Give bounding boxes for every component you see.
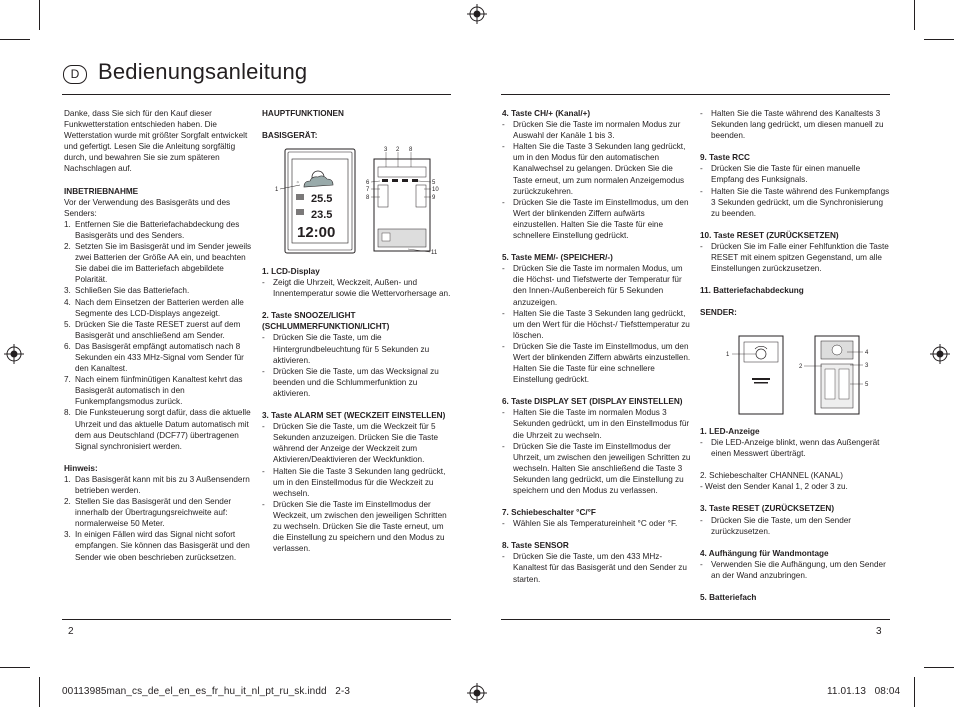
list-text: Drücken Sie die Taste, um das Wecksignal zu beenden und die Schlummerfunktion zu aktivieren. [273,366,439,398]
section-heading: 7. Schiebeschalter °C/°F [502,508,596,518]
footer-filename: 00113985man_cs_de_el_en_es_fr_hu_it_nl_pt_ru_sk.indd 2-3 [62,686,351,697]
section-heading: 9. Taste RCC [700,153,750,163]
crop-mark [924,39,954,40]
list-marker: - [262,422,265,432]
list-marker: - [262,499,265,509]
list-item [700,241,890,274]
spacer [700,492,890,503]
svg-text:9: 9 [432,195,436,201]
list-marker: - [502,441,505,451]
footer-rule [62,619,451,620]
section-heading: 11. Batteriefachabdeckung [700,286,804,296]
list-text: Halten Sie die Taste während des Kanaltests 3 Sekunden lang gedrückt, um diesen manuell zu beenden. [711,109,884,141]
list-item [502,441,692,496]
list-item [502,263,692,307]
paragraph: Vor der Verwendung des Basisgeräts und des Senders: [64,197,231,218]
svg-text:7: 7 [366,187,370,193]
list-marker: - [502,552,505,562]
spacer [700,296,890,307]
section-heading: BASISGERÄT: [262,131,318,141]
text-column-4 [700,108,890,318]
list-marker: - [502,519,505,529]
list-text: Drücken Sie die Taste im Einstellmodus der Uhrzeit, um zwischen den jeweiligen Schritten zu wechseln. Halten Sie anschließend die Taste 3 Sekunden lang gedrückt, um die Einstellung zu speichern und den Modus zu verlassen. [513,441,691,495]
list-marker: - [502,264,505,274]
page-title: Bedienungsanleitung [98,59,308,84]
list-text: Entfernen Sie die Batteriefachabdeckung des Basisgeräts und des Senders. [75,219,240,240]
list-item [64,285,252,296]
registration-mark-icon [467,4,487,24]
crop-mark [39,677,40,707]
page-number-right: 3 [876,626,882,637]
header-rule [501,94,890,95]
list-text: Drücken Sie im Falle einer Fehlfunktion die Taste RESET mit einem spitzen Gegenstand, um alle Einstellungen zurückzusetzen. [711,241,889,274]
list-item [64,529,252,562]
list-marker: 6. [64,341,71,351]
footer-date: 11.01.13 08:04 [827,686,901,697]
list-item [262,499,452,554]
paragraph: - Weist den Sender Kanal 1, 2 oder 3 zu. [700,482,848,492]
section-heading: 5. Taste MEM/- (SPEICHER/-) [502,253,613,263]
registration-mark-icon [930,344,950,364]
crop-mark [0,39,30,40]
spacer [700,581,890,592]
list-item [502,119,692,141]
list-text: Wählen Sie als Temperatureinheit °C oder °F. [513,519,678,529]
list-item [502,197,692,241]
list-text: Zeigt die Uhrzeit, Weckzeit, Außen- und Innentemperatur sowie die Wettervorhersage an. [273,278,451,299]
crop-mark [0,667,30,668]
list-marker: - [502,120,505,130]
sender-figure [722,334,878,418]
list-marker: - [700,186,703,196]
spacer [502,385,692,396]
list-marker: - [502,408,505,418]
section-heading: 4. Aufhängung für Wandmontage [700,548,829,558]
list-text: Drücken Sie die Taste für einen manuelle Empfang des Funksignals. [711,164,861,185]
list-text: Drücken Sie die Taste, um den Sender zurückzusetzen. [711,515,852,536]
list-marker: - [700,515,703,525]
list-item [262,332,452,365]
crop-mark [39,0,40,30]
list-marker: 5. [64,319,71,329]
text-column-2-top [262,108,452,141]
list-marker: 3. [64,286,71,296]
list-text: Schließen Sie das Batteriefach. [75,286,190,296]
header-rule [62,94,451,95]
list-text: Stellen Sie das Basisgerät und den Sender innerhalb der Übertragungsreichweite auf: normalerweise 50 Meter. [75,497,232,529]
list-item [262,366,452,399]
section-heading: 6. Taste DISPLAY SET (DISPLAY EINSTELLEN) [502,397,683,407]
spacer [64,175,252,186]
list-marker: 2. [64,497,71,507]
list-marker: - [700,559,703,569]
list-item [64,407,252,451]
list-marker: - [262,278,265,288]
footer-rule [501,619,890,620]
list-text: Halten Sie die Taste 3 Sekunden lang gedrückt, um in den Modus für den automatischen Kanalwechsel zu gelangen. Drücken Sie die Taste erneut, um zum normalen Anzeigemodus zurückzukehren. [513,142,686,196]
list-item [64,374,252,407]
section-heading: 5. Batteriefach [700,593,757,603]
spacer [502,496,692,507]
svg-text:1: 1 [726,352,730,358]
spacer [700,459,890,470]
list-text: Drücken Sie die Taste, um die Hintergrundbeleuchtung für 5 Sekunden zu aktivieren. [273,333,430,365]
list-marker: - [700,438,703,448]
list-item [262,277,452,299]
list-item [700,186,890,219]
registration-mark-icon [4,344,24,364]
spacer [700,537,890,548]
spacer [502,241,692,252]
list-item [64,241,252,285]
list-item [262,466,452,499]
list-marker: 1. [64,219,71,229]
svg-text:23.5: 23.5 [311,209,333,221]
spacer [502,529,692,540]
list-text: Drücken Sie die Taste im Einstellmodus der Weckzeit, um zwischen den jeweiligen Schritten zu wechseln. Drücken Sie die Taste erneut, um die Einstellung zu speichern und den Modus zu verlassen. [273,499,447,554]
list-item [502,407,692,440]
list-text: Drücken Sie die Taste, um die Weckzeit für 5 Sekunden anzuzeigen. Drücken Sie die Taste während der Anzeige der Weckzeit zum Aktivieren/Deaktivieren der Weckfunktion. [273,422,439,465]
list-item [262,421,452,465]
list-item [502,551,692,584]
spacer [700,141,890,152]
list-marker: - [502,341,505,351]
section-heading: INBETRIEBNAHME [64,186,139,196]
list-item [64,297,252,319]
svg-text:5: 5 [432,180,436,186]
list-marker: 4. [64,297,71,307]
svg-text:6: 6 [366,180,370,186]
list-item [64,496,252,529]
list-marker: 7. [64,375,71,385]
section-heading: 4. Taste CH/+ (Kanal/+) [502,109,591,118]
section-heading: 1. LCD-Display [262,267,320,276]
list-marker: - [502,142,505,152]
section-heading: 3. Taste RESET (ZURÜCKSETZEN) [700,504,835,514]
list-marker: - [502,308,505,318]
list-marker: - [700,109,703,118]
svg-text:2: 2 [799,364,803,370]
list-text: Setzten Sie im Basisgerät und im Sender jeweils zwei Batterien der Größe AA ein, und beachten Sie dabei die im Batteriefach abgebildete Polarität. [75,242,252,285]
list-text: Drücken Sie die Taste im normalen Modus zur Auswahl der Kanäle 1 bis 3. [513,120,681,141]
list-text: Drücken Sie die Taste im Einstellmodus, um den Wert der blinkenden Ziffern aufwärts einzustellen. Halten Sie die Taste für eine schnellere Einstellung gedrückt. [513,197,689,241]
list-item [502,141,692,196]
list-item [700,559,890,581]
list-marker: - [262,466,265,476]
paragraph: 2. Schiebeschalter CHANNEL (KANAL) [700,471,844,481]
section-heading: 10. Taste RESET (ZURÜCKSETZEN) [700,230,839,240]
list-item [700,163,890,185]
list-marker: - [262,333,265,343]
list-text: Nach dem Einsetzen der Batterien werden alle Segmente des LCD-Displays angezeigt. [75,297,244,318]
section-heading: 8. Taste SENSOR [502,541,569,551]
paragraph: Danke, dass Sie sich für den Kauf dieser Funkwetterstation entschieden haben. Die Wetterstation wurde mit größter Sorgfalt entwickelt und gefertigt. Lesen Sie die Anleitung sorgfältig durch, und bewahren Sie sie zum späteren Nachschlagen auf. [64,109,248,174]
crop-mark [914,677,915,707]
list-item [64,219,252,241]
svg-text:25.5: 25.5 [311,193,333,205]
svg-text:8: 8 [366,195,370,201]
list-item [64,319,252,341]
list-text: Die Funksteuerung sorgt dafür, dass die aktuelle Uhrzeit und das aktuelle Datum automatisch mit dem aus Deutschland (DCF77) übertragenen Signal synchronisiert werden. [75,408,251,451]
list-marker: 2. [64,242,71,252]
list-text: Drücken Sie die Taste, um den 433 MHz-Kanaltest für das Basisgerät und den Sender zu starten. [513,552,687,584]
list-text: Drücken Sie die Taste RESET zuerst auf dem Basisgerät und anschließend am Sender. [75,319,241,340]
spacer [262,119,452,130]
section-heading: HAUPTFUNKTIONEN [262,109,344,118]
svg-text:1: 1 [275,187,279,193]
list-marker: 3. [64,530,71,540]
registration-mark-icon [467,683,487,703]
list-text: Die LED-Anzeige blinkt, wenn das Außengerät einen Messwert überträgt. [711,438,880,459]
text-column-1 [64,108,252,563]
spacer [700,219,890,230]
list-marker: - [700,164,703,174]
section-heading: 3. Taste ALARM SET (WECKZEIT EINSTELLEN) [262,411,446,421]
svg-text:4: 4 [865,350,869,356]
list-item [64,341,252,374]
list-text: Halten Sie die Taste 3 Sekunden lang gedrückt, um in den Einstellmodus für die Weckzeit zu wechseln. [273,466,446,498]
list-text: Drücken Sie die Taste im Einstellmodus, um den Wert der blinkenden Ziffern abwärts einzustellen. Halten Sie die Taste für eine schnellere Einstellung gedrückt. [513,341,691,385]
list-marker: - [700,241,703,251]
svg-text:12:00: 12:00 [297,224,336,241]
svg-text:11: 11 [431,250,438,256]
svg-text:3: 3 [384,147,388,153]
list-marker: 8. [64,408,71,418]
base-station-figure [268,145,448,257]
list-text: Das Basisgerät kann mit bis zu 3 Außensendern betrieben werden. [75,474,250,495]
svg-text:10: 10 [432,187,439,193]
list-marker: 1. [64,474,71,484]
language-badge: D [63,65,87,84]
svg-text:3: 3 [865,363,869,369]
list-text: Halten Sie die Taste 3 Sekunden lang gedrückt, um den Wert für die Höchst-/ Tiefsttemperatur zu löschen. [513,308,690,340]
list-marker: - [262,366,265,376]
spacer [700,274,890,285]
list-marker: - [502,197,505,207]
section-heading: 1. LED-Anzeige [700,427,760,436]
text-column-3 [502,108,692,585]
list-item [502,341,692,385]
spacer [262,399,452,410]
list-text: Das Basisgerät empfängt automatisch nach 8 Sekunden ein 433 MHz-Signal vom Sender für den Kanaltest. [75,341,244,374]
spacer [262,299,452,310]
list-text: Nach einem fünfminütigen Kanaltest kehrt das Basisgerät automatisch in den Funkempfangsmodus zurück. [75,375,243,407]
list-item [64,474,252,496]
section-heading: 2. Taste SNOOZE/LIGHT (SCHLUMMERFUNKTION/LICHT) [262,311,390,332]
list-text: Verwenden Sie die Aufhängung, um den Sender an der Wand anzubringen. [711,559,886,580]
text-column-2 [262,266,452,554]
page-number-left: 2 [68,626,74,637]
list-item [700,108,890,141]
list-item [700,437,890,459]
list-item [502,518,692,529]
list-text: Halten Sie die Taste im normalen Modus 3 Sekunden gedrückt, um in den Einstellmodus für die Uhrzeit zu wechseln. [513,408,690,440]
list-text: In einigen Fällen wird das Signal nicht sofort empfangen. Sie können das Basisgerät und den Sender wie oben beschrieben zurücksetzen. [75,530,250,562]
svg-text:5: 5 [865,382,869,388]
svg-text:2: 2 [396,147,400,153]
crop-mark [924,667,954,668]
text-column-4b [700,426,890,603]
svg-text:8: 8 [409,147,413,153]
svg-text:☼: ☼ [296,179,300,184]
section-heading: Hinweis: [64,463,98,473]
crop-mark [914,0,915,30]
section-heading: SENDER: [700,308,737,318]
spacer [64,452,252,463]
list-text: Drücken Sie die Taste im normalen Modus, um die Höchst- und Tiefstwerte der Temperatur für den Innen-/Außenbereich für 5 Sekunden anzuzeigen. [513,264,683,307]
list-text: Halten Sie die Taste während des Funkempfangs 3 Sekunden gedrückt, um die Synchronisierung zu beenden. [711,186,890,218]
list-item [700,515,890,537]
list-item [502,308,692,341]
